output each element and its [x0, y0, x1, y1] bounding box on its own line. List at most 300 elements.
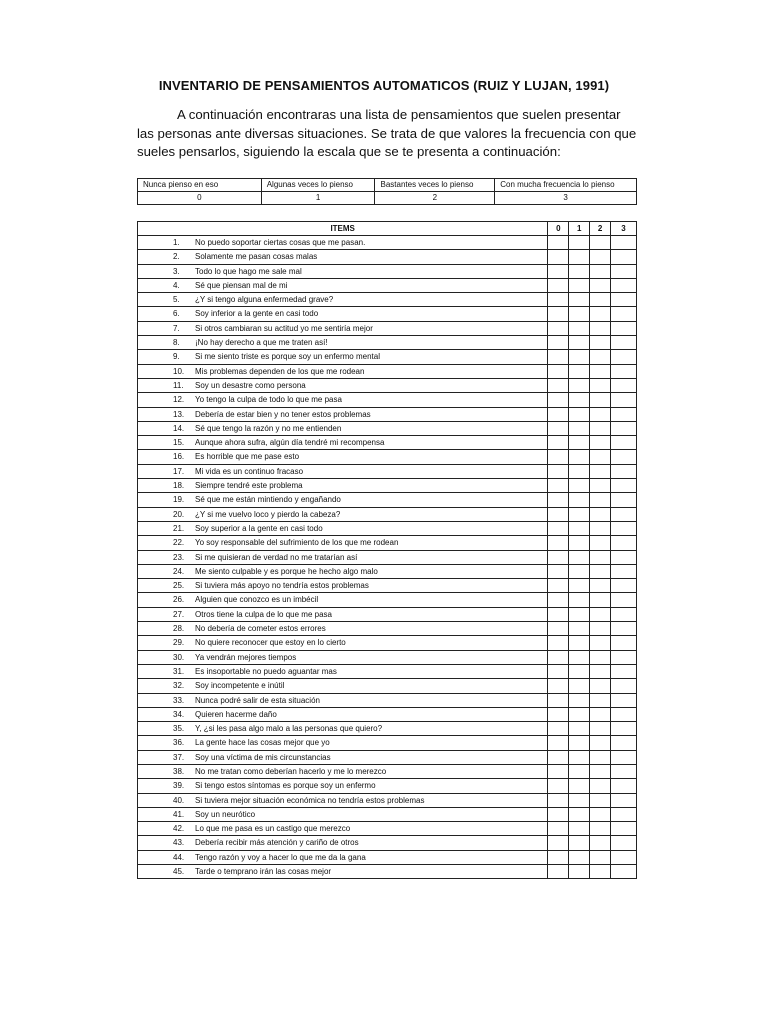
score-cell-1[interactable]: [569, 350, 590, 364]
score-cell-1[interactable]: [569, 321, 590, 335]
score-cell-3[interactable]: [611, 807, 637, 821]
score-cell-0[interactable]: [548, 421, 569, 435]
item-text: Yo soy responsable del sufrimiento de los que me rodean: [195, 538, 399, 548]
items-table: [137, 221, 637, 879]
score-cell-1[interactable]: [569, 378, 590, 392]
score-cell-3[interactable]: [611, 850, 637, 864]
item-number: 24.: [173, 566, 185, 576]
table-row: [138, 364, 637, 378]
score-cell-1[interactable]: [569, 393, 590, 407]
table-row: [138, 722, 637, 736]
score-cell-0[interactable]: [548, 436, 569, 450]
score-cell-3[interactable]: [611, 865, 637, 879]
score-cell-0[interactable]: [548, 536, 569, 550]
item-text: Siempre tendré este problema: [195, 481, 303, 491]
items-header-row: [138, 222, 637, 236]
score-cell-2[interactable]: [590, 636, 611, 650]
item-number: 35.: [173, 724, 185, 734]
score-cell-0[interactable]: [548, 307, 569, 321]
item-number: 4.: [173, 280, 180, 290]
score-cell-2[interactable]: [590, 822, 611, 836]
score-cell-1[interactable]: [569, 250, 590, 264]
score-cell-1[interactable]: [569, 707, 590, 721]
score-cell-3[interactable]: [611, 236, 637, 250]
score-cell-3[interactable]: [611, 793, 637, 807]
score-cell-3[interactable]: [611, 736, 637, 750]
score-cell-0[interactable]: [548, 865, 569, 879]
score-cell-3[interactable]: [611, 321, 637, 335]
table-row: [138, 636, 637, 650]
score-cell-1[interactable]: [569, 607, 590, 621]
score-cell-1[interactable]: [569, 807, 590, 821]
score-cell-0[interactable]: [548, 707, 569, 721]
score-cell-0[interactable]: [548, 750, 569, 764]
score-cell-1[interactable]: [569, 850, 590, 864]
score-cell-0[interactable]: [548, 693, 569, 707]
table-row: [138, 807, 637, 821]
item-number: 18.: [173, 481, 185, 491]
item-number: 8.: [173, 338, 180, 348]
score-cell-2[interactable]: [590, 693, 611, 707]
score-cell-2[interactable]: [590, 707, 611, 721]
item-cell: [138, 521, 548, 535]
table-row: [138, 507, 637, 521]
score-cell-2[interactable]: [590, 521, 611, 535]
item-number: 20.: [173, 509, 185, 519]
score-cell-3[interactable]: [611, 378, 637, 392]
score-cell-1[interactable]: [569, 779, 590, 793]
score-cell-3[interactable]: [611, 650, 637, 664]
score-cell-0[interactable]: [548, 321, 569, 335]
item-number: 5.: [173, 295, 180, 305]
score-cell-0[interactable]: [548, 822, 569, 836]
item-cell: [138, 293, 548, 307]
item-number: 26.: [173, 595, 185, 605]
item-cell: [138, 779, 548, 793]
table-row: [138, 278, 637, 292]
score-cell-0[interactable]: [548, 679, 569, 693]
score-cell-2[interactable]: [590, 336, 611, 350]
item-text: Sé que me están mintiendo y engañando: [195, 495, 341, 505]
score-cell-2[interactable]: [590, 736, 611, 750]
item-text: Solamente me pasan cosas malas: [195, 252, 318, 262]
item-text: Ya vendrán mejores tiempos: [195, 652, 297, 662]
scale-values-row: [138, 192, 637, 205]
item-cell: [138, 336, 548, 350]
score-cell-3[interactable]: [611, 521, 637, 535]
score-cell-3[interactable]: [611, 393, 637, 407]
item-number: 31.: [173, 666, 185, 676]
item-cell: [138, 764, 548, 778]
score-cell-1[interactable]: [569, 421, 590, 435]
score-cell-0[interactable]: [548, 664, 569, 678]
score-cell-0[interactable]: [548, 736, 569, 750]
item-number: 42.: [173, 824, 185, 834]
score-cell-0[interactable]: [548, 636, 569, 650]
item-cell: [138, 664, 548, 678]
item-cell: [138, 364, 548, 378]
score-cell-2[interactable]: [590, 393, 611, 407]
item-cell: [138, 707, 548, 721]
table-row: [138, 450, 637, 464]
score-cell-0[interactable]: [548, 650, 569, 664]
item-text: No me tratan como deberían hacerlo y me lo merezco: [195, 766, 387, 776]
scale-label: Algunas veces lo pienso: [261, 179, 375, 192]
table-row: [138, 822, 637, 836]
score-cell-0[interactable]: [548, 350, 569, 364]
score-cell-1[interactable]: [569, 750, 590, 764]
score-cell-2[interactable]: [590, 550, 611, 564]
item-number: 19.: [173, 495, 185, 505]
item-cell: [138, 607, 548, 621]
score-cell-2[interactable]: [590, 250, 611, 264]
table-row: [138, 550, 637, 564]
score-cell-2[interactable]: [590, 236, 611, 250]
score-cell-3[interactable]: [611, 264, 637, 278]
item-text: Tengo razón y voy a hacer lo que me da la gana: [195, 852, 366, 862]
score-cell-2[interactable]: [590, 807, 611, 821]
table-row: [138, 664, 637, 678]
score-cell-2[interactable]: [590, 421, 611, 435]
table-row: [138, 293, 637, 307]
item-number: 2.: [173, 252, 180, 262]
table-row: [138, 350, 637, 364]
score-cell-1[interactable]: [569, 550, 590, 564]
score-cell-3[interactable]: [611, 407, 637, 421]
score-cell-3[interactable]: [611, 622, 637, 636]
score-cell-0[interactable]: [548, 464, 569, 478]
score-cell-3[interactable]: [611, 479, 637, 493]
score-cell-3[interactable]: [611, 593, 637, 607]
score-cell-3[interactable]: [611, 536, 637, 550]
table-row: [138, 378, 637, 392]
item-cell: [138, 550, 548, 564]
item-number: 9.: [173, 352, 180, 362]
item-number: 27.: [173, 609, 185, 619]
scale-label: Con mucha frecuencia lo pienso: [495, 179, 637, 192]
score-cell-1[interactable]: [569, 536, 590, 550]
score-header-2: 2: [590, 222, 611, 236]
table-row: [138, 393, 637, 407]
item-cell: [138, 679, 548, 693]
score-cell-0[interactable]: [548, 336, 569, 350]
score-cell-2[interactable]: [590, 450, 611, 464]
score-cell-0[interactable]: [548, 264, 569, 278]
score-cell-2[interactable]: [590, 378, 611, 392]
score-cell-1[interactable]: [569, 464, 590, 478]
score-cell-0[interactable]: [548, 493, 569, 507]
score-cell-0[interactable]: [548, 407, 569, 421]
score-cell-1[interactable]: [569, 622, 590, 636]
item-cell: [138, 593, 548, 607]
score-cell-2[interactable]: [590, 264, 611, 278]
item-text: Soy un neurótico: [195, 809, 256, 819]
score-cell-3[interactable]: [611, 307, 637, 321]
score-cell-2[interactable]: [590, 293, 611, 307]
item-cell: [138, 493, 548, 507]
score-cell-2[interactable]: [590, 464, 611, 478]
score-cell-1[interactable]: [569, 507, 590, 521]
score-cell-1[interactable]: [569, 722, 590, 736]
item-cell: [138, 264, 548, 278]
score-cell-3[interactable]: [611, 421, 637, 435]
score-cell-2[interactable]: [590, 493, 611, 507]
item-text: Debería recibir más atención y cariño de otros: [195, 838, 359, 848]
score-cell-3[interactable]: [611, 450, 637, 464]
item-cell: [138, 536, 548, 550]
item-cell: [138, 393, 548, 407]
score-cell-1[interactable]: [569, 479, 590, 493]
score-cell-2[interactable]: [590, 536, 611, 550]
score-cell-3[interactable]: [611, 779, 637, 793]
score-cell-1[interactable]: [569, 293, 590, 307]
score-cell-3[interactable]: [611, 278, 637, 292]
item-number: 17.: [173, 466, 185, 476]
score-cell-0[interactable]: [548, 593, 569, 607]
score-cell-1[interactable]: [569, 593, 590, 607]
score-cell-1[interactable]: [569, 278, 590, 292]
score-cell-0[interactable]: [548, 393, 569, 407]
score-cell-3[interactable]: [611, 579, 637, 593]
score-cell-1[interactable]: [569, 336, 590, 350]
score-cell-0[interactable]: [548, 507, 569, 521]
item-cell: [138, 807, 548, 821]
table-row: [138, 321, 637, 335]
item-number: 10.: [173, 366, 185, 376]
score-cell-2[interactable]: [590, 850, 611, 864]
score-cell-3[interactable]: [611, 293, 637, 307]
item-number: 29.: [173, 638, 185, 648]
score-cell-1[interactable]: [569, 636, 590, 650]
item-number: 25.: [173, 581, 185, 591]
score-cell-2[interactable]: [590, 679, 611, 693]
score-cell-0[interactable]: [548, 479, 569, 493]
item-cell: [138, 793, 548, 807]
item-text: No quiere reconocer que estoy en lo cierto: [195, 638, 346, 648]
item-cell: [138, 579, 548, 593]
item-cell: [138, 564, 548, 578]
item-number: 1.: [173, 238, 180, 247]
item-number: 32.: [173, 681, 185, 691]
item-text: Soy incompetente e inútil: [195, 681, 285, 691]
item-cell: [138, 450, 548, 464]
score-cell-0[interactable]: [548, 793, 569, 807]
score-cell-2[interactable]: [590, 593, 611, 607]
table-row: [138, 836, 637, 850]
score-cell-1[interactable]: [569, 450, 590, 464]
item-text: No puedo soportar ciertas cosas que me pasan.: [195, 238, 366, 247]
item-cell: [138, 865, 548, 879]
score-cell-3[interactable]: [611, 493, 637, 507]
item-text: Me siento culpable y es porque he hecho algo malo: [195, 566, 378, 576]
item-text: Debería de estar bien y no tener estos problemas: [195, 409, 371, 419]
score-cell-2[interactable]: [590, 564, 611, 578]
score-cell-0[interactable]: [548, 807, 569, 821]
score-cell-2[interactable]: [590, 307, 611, 321]
score-cell-2[interactable]: [590, 479, 611, 493]
score-cell-1[interactable]: [569, 236, 590, 250]
item-text: ¿Y si me vuelvo loco y pierdo la cabeza?: [195, 509, 341, 519]
score-cell-1[interactable]: [569, 307, 590, 321]
item-cell: [138, 407, 548, 421]
item-number: 37.: [173, 752, 185, 762]
item-number: 22.: [173, 538, 185, 548]
table-row: [138, 607, 637, 621]
score-cell-2[interactable]: [590, 836, 611, 850]
item-text: ¿Y si tengo alguna enfermedad grave?: [195, 295, 334, 305]
score-cell-0[interactable]: [548, 607, 569, 621]
score-cell-3[interactable]: [611, 464, 637, 478]
item-cell: [138, 278, 548, 292]
score-cell-3[interactable]: [611, 750, 637, 764]
score-cell-1[interactable]: [569, 764, 590, 778]
score-cell-3[interactable]: [611, 707, 637, 721]
item-text: Soy superior a la gente en casi todo: [195, 523, 323, 533]
score-cell-0[interactable]: [548, 550, 569, 564]
score-cell-2[interactable]: [590, 793, 611, 807]
score-cell-3[interactable]: [611, 436, 637, 450]
score-cell-3[interactable]: [611, 507, 637, 521]
scale-value: 2: [375, 192, 495, 205]
score-cell-0[interactable]: [548, 850, 569, 864]
item-text: Soy una víctima de mis circunstancias: [195, 752, 331, 762]
score-cell-0[interactable]: [548, 250, 569, 264]
document-title: INVENTARIO DE PENSAMIENTOS AUTOMATICOS (RUIZ Y LUJAN, 1991): [158, 78, 610, 93]
score-cell-3[interactable]: [611, 364, 637, 378]
score-cell-1[interactable]: [569, 564, 590, 578]
score-cell-2[interactable]: [590, 507, 611, 521]
score-cell-0[interactable]: [548, 521, 569, 535]
score-cell-1[interactable]: [569, 693, 590, 707]
score-cell-0[interactable]: [548, 779, 569, 793]
items-table-body: [138, 236, 637, 879]
score-cell-1[interactable]: [569, 793, 590, 807]
score-cell-2[interactable]: [590, 750, 611, 764]
score-cell-2[interactable]: [590, 779, 611, 793]
item-number: 11.: [173, 380, 184, 390]
score-cell-2[interactable]: [590, 664, 611, 678]
score-cell-1[interactable]: [569, 736, 590, 750]
item-text: Es horrible que me pase esto: [195, 452, 300, 462]
score-cell-2[interactable]: [590, 407, 611, 421]
item-number: 21.: [173, 523, 185, 533]
item-text: No debería de cometer estos errores: [195, 624, 326, 634]
score-cell-2[interactable]: [590, 622, 611, 636]
score-cell-0[interactable]: [548, 450, 569, 464]
score-cell-2[interactable]: [590, 579, 611, 593]
score-cell-2[interactable]: [590, 350, 611, 364]
score-cell-0[interactable]: [548, 293, 569, 307]
score-cell-3[interactable]: [611, 664, 637, 678]
score-cell-1[interactable]: [569, 436, 590, 450]
score-cell-3[interactable]: [611, 550, 637, 564]
score-cell-2[interactable]: [590, 607, 611, 621]
score-cell-1[interactable]: [569, 364, 590, 378]
score-cell-1[interactable]: [569, 836, 590, 850]
item-number: 33.: [173, 695, 185, 705]
score-cell-3[interactable]: [611, 836, 637, 850]
score-cell-3[interactable]: [611, 679, 637, 693]
score-cell-1[interactable]: [569, 865, 590, 879]
score-cell-0[interactable]: [548, 378, 569, 392]
score-cell-3[interactable]: [611, 607, 637, 621]
score-cell-2[interactable]: [590, 764, 611, 778]
item-text: Soy un desastre como persona: [195, 380, 306, 390]
item-number: 15.: [173, 438, 185, 448]
score-cell-2[interactable]: [590, 722, 611, 736]
score-cell-1[interactable]: [569, 650, 590, 664]
item-number: 41.: [173, 809, 185, 819]
table-row: [138, 693, 637, 707]
score-cell-1[interactable]: [569, 407, 590, 421]
score-cell-0[interactable]: [548, 836, 569, 850]
table-row: [138, 421, 637, 435]
score-cell-0[interactable]: [548, 764, 569, 778]
score-cell-2[interactable]: [590, 865, 611, 879]
score-cell-1[interactable]: [569, 664, 590, 678]
item-cell: [138, 378, 548, 392]
frequency-scale-table: [137, 178, 637, 205]
score-cell-2[interactable]: [590, 364, 611, 378]
item-text: Si tuviera más apoyo no tendría estos problemas: [195, 581, 369, 591]
item-cell: [138, 250, 548, 264]
score-cell-0[interactable]: [548, 564, 569, 578]
score-cell-1[interactable]: [569, 264, 590, 278]
item-text: Mi vida es un continuo fracaso: [195, 466, 304, 476]
score-cell-2[interactable]: [590, 436, 611, 450]
score-cell-3[interactable]: [611, 722, 637, 736]
score-cell-3[interactable]: [611, 336, 637, 350]
score-cell-1[interactable]: [569, 579, 590, 593]
table-row: [138, 736, 637, 750]
table-row: [138, 779, 637, 793]
score-cell-3[interactable]: [611, 250, 637, 264]
score-cell-3[interactable]: [611, 564, 637, 578]
item-cell: [138, 722, 548, 736]
scale-label: Nunca pienso en eso: [138, 179, 262, 192]
item-text: Si otros cambiaran su actitud yo me sentiría mejor: [195, 323, 373, 333]
item-number: 13.: [173, 409, 185, 419]
table-row: [138, 764, 637, 778]
score-cell-1[interactable]: [569, 679, 590, 693]
score-cell-2[interactable]: [590, 650, 611, 664]
score-cell-1[interactable]: [569, 493, 590, 507]
item-text: Alguien que conozco es un imbécil: [195, 595, 319, 605]
item-cell: [138, 507, 548, 521]
score-cell-0[interactable]: [548, 236, 569, 250]
score-header-1: 1: [569, 222, 590, 236]
score-cell-0[interactable]: [548, 579, 569, 593]
score-cell-2[interactable]: [590, 321, 611, 335]
score-cell-0[interactable]: [548, 364, 569, 378]
score-cell-3[interactable]: [611, 350, 637, 364]
score-cell-2[interactable]: [590, 278, 611, 292]
item-cell: [138, 622, 548, 636]
score-cell-1[interactable]: [569, 822, 590, 836]
score-cell-0[interactable]: [548, 622, 569, 636]
score-cell-3[interactable]: [611, 693, 637, 707]
score-cell-3[interactable]: [611, 636, 637, 650]
score-cell-3[interactable]: [611, 822, 637, 836]
table-row: [138, 407, 637, 421]
score-cell-1[interactable]: [569, 521, 590, 535]
score-cell-0[interactable]: [548, 278, 569, 292]
score-cell-3[interactable]: [611, 764, 637, 778]
instructions-paragraph: A continuación encontraras una lista de pensamientos que suelen presentar las personas ante diversas situaciones. Se trata de que valores la frecuencia con que sueles pensarlos, siguiendo la escala que se te presenta a continuación:: [137, 107, 637, 159]
table-row: [138, 307, 637, 321]
item-text: Y, ¿si les pasa algo malo a las personas que quiero?: [195, 724, 383, 734]
score-cell-0[interactable]: [548, 722, 569, 736]
